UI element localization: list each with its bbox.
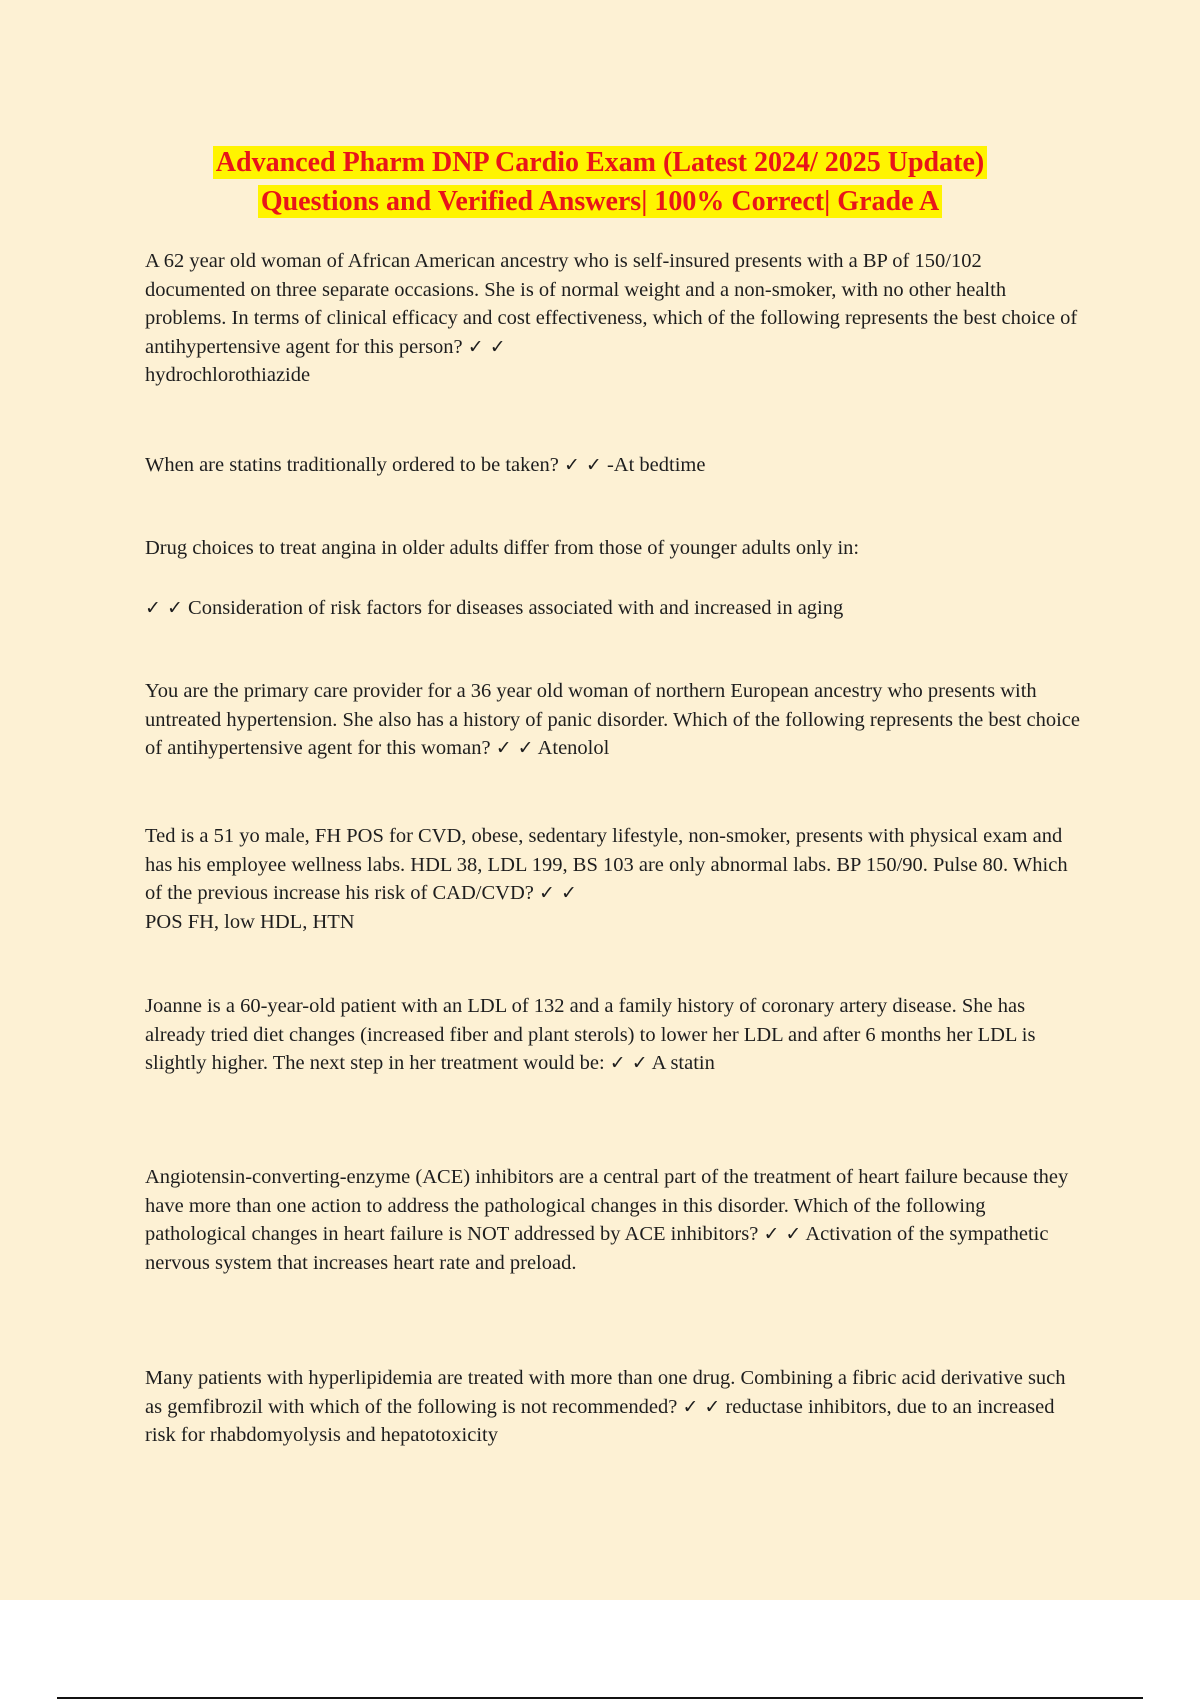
answer-text: hydrochlorothiazide (145, 364, 311, 386)
document-title (0, 143, 1200, 221)
qa-item-1 (145, 247, 1085, 390)
answer-text: Activation of the sympathetic nervous system that increases heart rate and preload. (145, 1223, 1049, 1274)
check-mark-icon: ✓ ✓ (763, 1223, 802, 1245)
question-text: A 62 year old woman of African American ancestry who is self-insured presents with a BP of 150/102 documented on three separate occasions. She is of normal weight and a non-smoker, with no other health problems. In terms of clinical efficacy and cost effectiveness, which of the following represents the best choice of antihypertensive agent for this person? (145, 250, 1078, 358)
qa-item-2 (145, 451, 1085, 480)
check-mark-icon: ✓ ✓ (495, 737, 534, 759)
qa-item-5 (145, 822, 1085, 936)
question-text: Ted is a 51 yo male, FH POS for CVD, obese, sedentary lifestyle, non-smoker, presents with physical exam and has his employee wellness labs. HDL 38, LDL 199, BS 103 are only abnormal labs. BP 150/90. Pulse 80. Which of the previous increase his risk of CAD/CVD? (145, 825, 1068, 904)
title-line-1: Advanced Pharm DNP Cardio Exam (Latest 2024/ 2025 Update) (213, 146, 987, 179)
question-text: Angiotensin-converting-enzyme (ACE) inhibitors are a central part of the treatment of heart failure because they have more than one action to address the pathological changes in this disorder. Which of the following pathological changes in heart failure is NOT addressed by ACE inhibitors? (145, 1166, 1069, 1245)
check-mark-icon: ✓ ✓ (467, 335, 506, 358)
check-mark-icon: ✓ ✓ (145, 597, 183, 619)
question-text: You are the primary care provider for a 36 year old woman of northern European ancestry who presents with untreated hypertension. She also has a history of panic disorder. Which of the following represents the best choice of antihypertensive agent for this woman? (145, 680, 1080, 759)
check-mark-icon: ✓ ✓ (609, 1052, 648, 1074)
answer-text: reductase inhibitors, due to an increased risk for rhabdomyolysis and hepatotoxicity (145, 1395, 1055, 1446)
answer-text: Atenolol (537, 737, 610, 759)
qa-item-3-answer (145, 594, 1085, 623)
qa-item-3-question (145, 534, 1085, 563)
question-text: Many patients with hyperlipidemia are treated with more than one drug. Combining a fibric acid derivative such as gemfibrozil with which of the following is not recommended? (145, 1367, 1066, 1418)
check-mark-icon: ✓ ✓ (538, 882, 577, 904)
page-bottom-divider (57, 1697, 1143, 1699)
answer-text: Consideration of risk factors for diseases associated with and increased in aging (188, 597, 844, 619)
qa-item-4 (145, 677, 1085, 763)
answer-text: -At bedtime (606, 454, 706, 476)
qa-item-6 (145, 992, 1085, 1078)
question-text: Joanne is a 60-year-old patient with an LDL of 132 and a family history of coronary artery disease. She has already tried diet changes (increased fiber and plant sterols) to lower her LDL and after 6 months her LDL is slightly higher. The next step in her treatment would be: (145, 995, 1036, 1074)
title-line-2: Questions and Verified Answers| 100% Correct| Grade A (258, 185, 942, 218)
qa-item-8 (145, 1364, 1085, 1450)
answer-text: POS FH, low HDL, HTN (145, 910, 355, 933)
check-mark-icon: ✓ ✓ (682, 1395, 721, 1418)
check-mark-icon: ✓ ✓ (563, 454, 602, 476)
answer-text: A statin (651, 1052, 715, 1074)
question-text: When are statins traditionally ordered to be taken? (145, 454, 559, 476)
qa-item-7 (145, 1163, 1085, 1277)
question-text: Drug choices to treat angina in older adults differ from those of younger adults only in: (145, 537, 860, 559)
